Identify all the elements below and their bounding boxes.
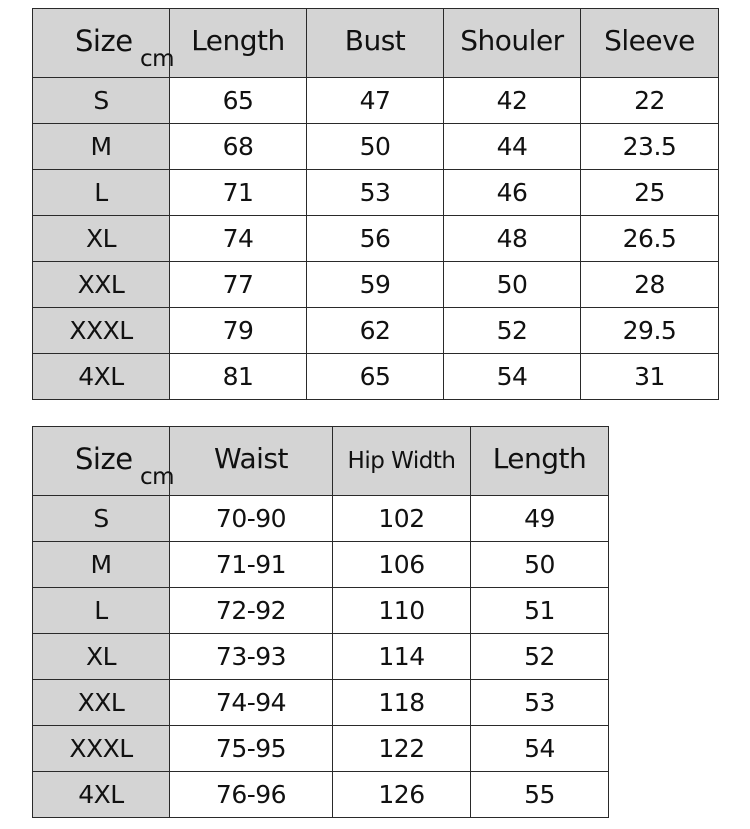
size-label-cell: XXXL: [33, 308, 170, 354]
sleeve-cell: 29.5: [581, 308, 719, 354]
bust-cell: 47: [307, 78, 444, 124]
table-row: [33, 216, 719, 262]
size-label-cell: L: [33, 170, 170, 216]
size-label-cell: XL: [33, 216, 170, 262]
length-cell: 51: [471, 588, 609, 634]
table-row: [33, 496, 609, 542]
unit-label: cm: [140, 46, 175, 72]
length-cell: 77: [170, 262, 307, 308]
size-label-cell: XXXL: [33, 726, 170, 772]
size-unit-header: [33, 427, 175, 496]
shoulder-cell: 52: [444, 308, 581, 354]
table-row: [33, 262, 719, 308]
size-label-cell: M: [33, 542, 170, 588]
sleeve-cell: 23.5: [581, 124, 719, 170]
size-label-cell: L: [33, 588, 170, 634]
hip-width-cell: 106: [333, 542, 471, 588]
length-cell: 65: [170, 78, 307, 124]
size-header-label: Size: [75, 24, 133, 58]
bust-cell: 50: [307, 124, 444, 170]
table-row: [33, 726, 609, 772]
bottom-size-chart-table: [32, 426, 609, 818]
table-row: [33, 124, 719, 170]
table-row: [33, 170, 719, 216]
size-unit-header: [33, 9, 175, 78]
table-row: [33, 354, 719, 400]
length-cell: 79: [170, 308, 307, 354]
bust-cell: 56: [307, 216, 444, 262]
column-header-sleeve: Sleeve: [581, 9, 719, 78]
length-cell: 74: [170, 216, 307, 262]
shoulder-cell: 48: [444, 216, 581, 262]
table-row: [33, 680, 609, 726]
table-row: [33, 588, 609, 634]
top-size-chart-table: [32, 8, 719, 400]
shoulder-cell: 46: [444, 170, 581, 216]
size-label-cell: 4XL: [33, 354, 170, 400]
header-row: [33, 9, 719, 78]
column-header-waist: Waist: [170, 427, 333, 496]
bust-cell: 62: [307, 308, 444, 354]
header-row: [33, 427, 609, 496]
length-cell: 68: [170, 124, 307, 170]
shoulder-cell: 42: [444, 78, 581, 124]
unit-label: cm: [140, 464, 175, 490]
waist-cell: 71-91: [170, 542, 333, 588]
length-cell: 55: [471, 772, 609, 818]
column-header-hip-width: Hip Width: [333, 427, 471, 496]
length-cell: 49: [471, 496, 609, 542]
hip-width-cell: 114: [333, 634, 471, 680]
column-header-shoulder: Shouler: [444, 9, 581, 78]
sleeve-cell: 22: [581, 78, 719, 124]
bust-cell: 53: [307, 170, 444, 216]
size-label-cell: S: [33, 496, 170, 542]
waist-cell: 72-92: [170, 588, 333, 634]
hip-width-cell: 126: [333, 772, 471, 818]
length-cell: 52: [471, 634, 609, 680]
hip-width-cell: 110: [333, 588, 471, 634]
waist-cell: 73-93: [170, 634, 333, 680]
hip-width-cell: 118: [333, 680, 471, 726]
waist-cell: 74-94: [170, 680, 333, 726]
waist-cell: 76-96: [170, 772, 333, 818]
table-row: [33, 772, 609, 818]
column-header-length: Length: [471, 427, 609, 496]
bust-cell: 59: [307, 262, 444, 308]
table-row: [33, 78, 719, 124]
size-label-cell: S: [33, 78, 170, 124]
sleeve-cell: 31: [581, 354, 719, 400]
size-label-cell: XXL: [33, 680, 170, 726]
table-row: [33, 542, 609, 588]
size-label-cell: XL: [33, 634, 170, 680]
length-cell: 81: [170, 354, 307, 400]
bust-cell: 65: [307, 354, 444, 400]
sleeve-cell: 28: [581, 262, 719, 308]
hip-width-cell: 102: [333, 496, 471, 542]
sleeve-cell: 26.5: [581, 216, 719, 262]
shoulder-cell: 54: [444, 354, 581, 400]
table-row: [33, 634, 609, 680]
column-header-bust: Bust: [307, 9, 444, 78]
size-header-label: Size: [75, 442, 133, 476]
hip-width-cell: 122: [333, 726, 471, 772]
column-header-length: Length: [170, 9, 307, 78]
size-label-cell: XXL: [33, 262, 170, 308]
table-row: [33, 308, 719, 354]
shoulder-cell: 50: [444, 262, 581, 308]
size-label-cell: M: [33, 124, 170, 170]
size-label-cell: 4XL: [33, 772, 170, 818]
waist-cell: 75-95: [170, 726, 333, 772]
length-cell: 53: [471, 680, 609, 726]
shoulder-cell: 44: [444, 124, 581, 170]
length-cell: 50: [471, 542, 609, 588]
length-cell: 54: [471, 726, 609, 772]
sleeve-cell: 25: [581, 170, 719, 216]
length-cell: 71: [170, 170, 307, 216]
waist-cell: 70-90: [170, 496, 333, 542]
